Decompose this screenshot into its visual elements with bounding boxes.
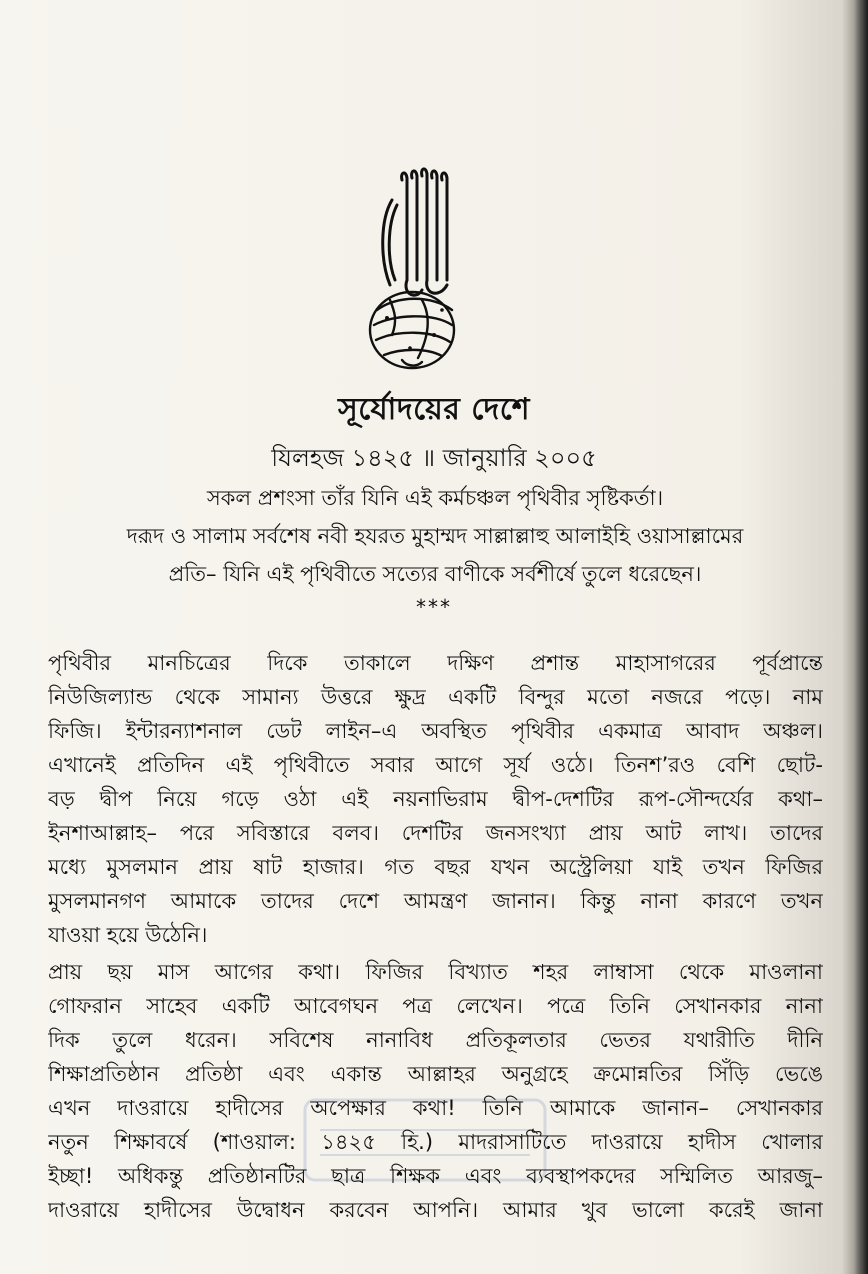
body-text-line: মুসলমানগণ আমাকে তাদের দেশে আমন্ত্রণ জানান। কিন্তু নানা কারণে তখন <box>48 889 823 913</box>
bismillah-calligraphy-icon <box>362 160 462 375</box>
body-text-line: ইচ্ছা! অধিকন্তু প্রতিষ্ঠানটির ছাত্র শিক্ষক এবং ব্যবস্থাপকদের সম্মিলিত আরজু– <box>48 1164 823 1188</box>
body-text-line: ইনশাআল্লাহ– পরে সবিস্তারে বলব। দেশটির জনসংখ্যা প্রায় আট লাখ। তাদের <box>48 821 823 845</box>
body-text-line: গোফরান সাহেব একটি আবেগঘন পত্র লেখেন। পত্রে তিনি সেখানকার নানা <box>48 994 823 1018</box>
body-text-line: দিক তুলে ধরেন। সবিশেষ নানাবিধ প্রতিকূলতার ভেতর যথারীতি দীনি <box>48 1028 823 1052</box>
body-text-line: দাওরায়ে হাদীসের উদ্বোধন করবেন আপনি। আমার খুব ভালো করেই জানা <box>48 1198 823 1222</box>
section-separator: *** <box>416 595 452 619</box>
dua-line: প্রতি– যিনি এই পৃথিবীতে সত্যের বাণীকে সর্বশীর্ষে তুলে ধরেছেন। <box>168 562 702 586</box>
page-spine-shadow <box>854 0 868 1274</box>
dua-line: সকল প্রশংসা তাঁর যিনি এই কর্মচঞ্চল পৃথিবীর সৃষ্টিকর্তা। <box>206 486 664 510</box>
body-text-line: এখন দাওরায়ে হাদীসের অপেক্ষার কথা! তিনি আমাকে জানান– সেখানকার <box>48 1096 823 1120</box>
chapter-dateline: যিলহজ ১৪২৫ ॥ জানুয়ারি ২০০৫ <box>271 444 597 472</box>
body-text-line: এখানেই প্রতিদিন এই পৃথিবীতে সবার আগে সূর্য ওঠে। তিনশ’রও বেশি ছোট- <box>48 753 823 777</box>
body-text-line: বড় দ্বীপ নিয়ে গড়ে ওঠা এই নয়নাভিরাম দ্বীপ-দেশটির রূপ-সৌন্দর্যের কথা– <box>48 787 823 811</box>
body-text-line: শিক্ষাপ্রতিষ্ঠান প্রতিষ্ঠা এবং একান্ত আল্লাহর অনুগ্রহে ক্রমোন্নতির সিঁড়ি ভেঙে <box>48 1062 823 1086</box>
dua-line: দরূদ ও সালাম সর্বশেষ নবী হযরত মুহাম্মদ সাল্লাল্লাহু আলাইহি ওয়াসাল্লামের <box>126 524 744 548</box>
body-text-line: নতুন শিক্ষাবর্ষে (শাওয়াল: ১৪২৫ হি.) মাদরাসাটিতে দাওরায়ে হাদীস খোলার <box>48 1130 823 1154</box>
body-text-line: যাওয়া হয়ে উঠেনি। <box>48 923 208 947</box>
body-text-line: নিউজিল্যান্ড থেকে সামান্য উত্তরে ক্ষুদ্র একটি বিন্দুর মতো নজরে পড়ে। নাম <box>48 685 823 709</box>
body-text-line: মধ্যে মুসলমান প্রায় ষাট হাজার। গত বছর যখন অস্ট্রেলিয়া যাই তখন ফিজির <box>48 855 823 879</box>
body-text-line: ফিজি। ইন্টারন্যাশনাল ডেট লাইন–এ অবস্থিত পৃথিবীর একমাত্র আবাদ অঞ্চল। <box>48 719 823 743</box>
chapter-title: সূর্যোদয়ের দেশে <box>337 392 531 427</box>
body-text-line: পৃথিবীর মানচিত্রের দিকে তাকালে দক্ষিণ প্রশান্ত মাহাসাগরের পূর্বপ্রান্তে <box>48 651 823 675</box>
body-text-line: প্রায় ছয় মাস আগের কথা। ফিজির বিখ্যাত শহর লাম্বাসা থেকে মাওলানা <box>48 960 823 984</box>
